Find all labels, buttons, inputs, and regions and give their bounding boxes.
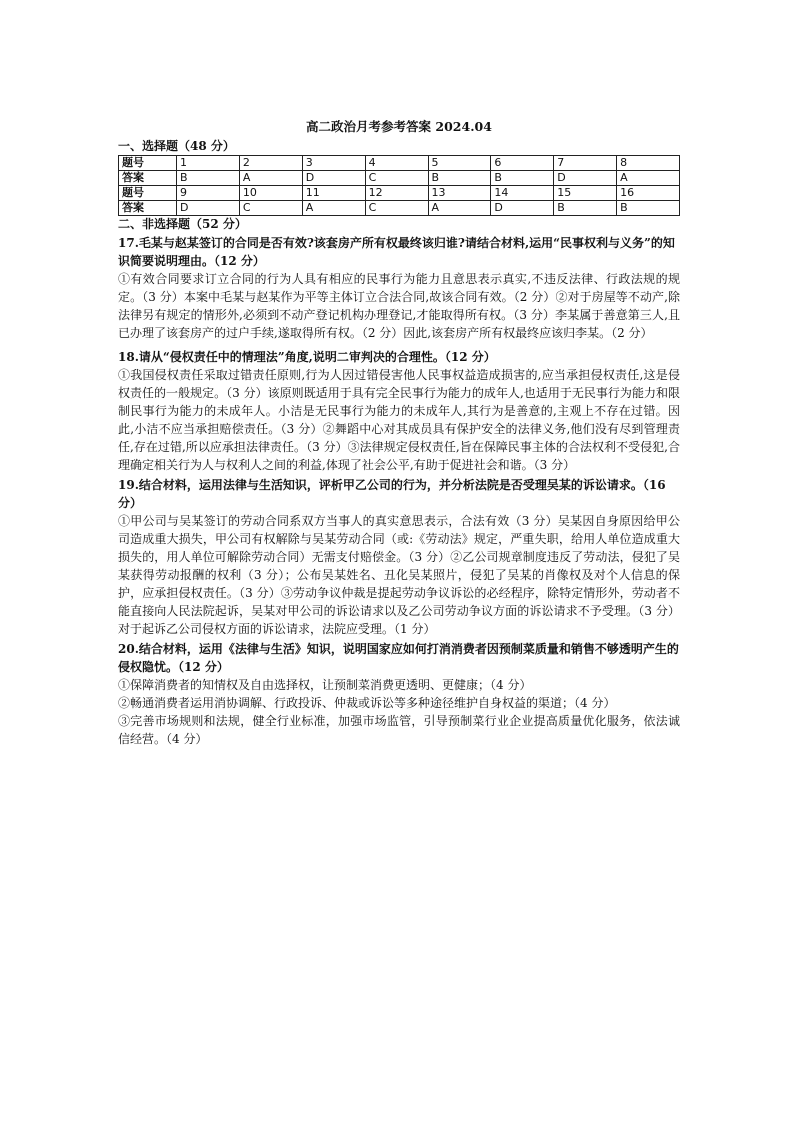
row-label: 答案 — [119, 171, 177, 186]
section-essay-heading: 二、非选择题（52 分） — [118, 217, 247, 231]
row-label: 答案 — [119, 201, 177, 216]
table-cell: C — [365, 201, 428, 216]
table-row — [119, 186, 680, 201]
question-block — [118, 640, 680, 748]
answer-sheet — [118, 118, 680, 748]
question-block — [118, 476, 680, 638]
answer-text: ①保障消费者的知情权及自由选择权，让预制菜消费更透明、更健康；（4 分） — [118, 678, 532, 692]
table-cell: C — [365, 171, 428, 186]
table-cell: D — [491, 201, 554, 216]
page-title: 高二政治月考参考答案 2024.04 — [306, 119, 492, 134]
question-text: 20.结合材料，运用《法律与生活》知识，说明国家应如何打消消费者因预制菜质量和销售不够透明产生的侵权隐忧。（12 分） — [118, 642, 679, 674]
table-cell: 8 — [617, 156, 680, 171]
table-cell: 1 — [177, 156, 240, 171]
table-cell: A — [302, 201, 365, 216]
question-block — [118, 348, 680, 474]
row-label: 题号 — [119, 186, 177, 201]
table-row — [119, 171, 680, 186]
table-row — [119, 201, 680, 216]
table-cell: A — [239, 171, 302, 186]
table-cell: B — [177, 171, 240, 186]
table-cell: C — [239, 201, 302, 216]
table-cell: 12 — [365, 186, 428, 201]
table-cell: 7 — [554, 156, 617, 171]
answer-text: ③完善市场规则和法规，健全行业标准，加强市场监管，引导预制菜行业企业提高质量优化服务，依法诚信经营。（4 分） — [118, 714, 680, 746]
table-cell: 14 — [491, 186, 554, 201]
question-block — [118, 234, 680, 342]
table-cell: B — [617, 201, 680, 216]
table-cell: 6 — [491, 156, 554, 171]
answer-text: ②畅通消费者运用消协调解、行政投诉、仲裁或诉讼等多种途径维护自身权益的渠道；（4 分） — [118, 696, 616, 710]
table-cell: 10 — [239, 186, 302, 201]
table-cell: 3 — [302, 156, 365, 171]
question-text: 19.结合材料，运用法律与生活知识，评析甲乙公司的行为，并分析法院是否受理吴某的诉讼请求。（16 分） — [118, 478, 666, 510]
section-choice-heading: 一、选择题（48 分） — [118, 139, 235, 153]
row-label: 题号 — [119, 156, 177, 171]
table-cell: 5 — [428, 156, 491, 171]
question-text: 17.毛某与赵某签订的合同是否有效?该套房产所有权最终该归谁?请结合材料,运用“民事权利与义务”的知识简要说明理由。（12 分） — [118, 236, 675, 268]
table-cell: 16 — [617, 186, 680, 201]
table-cell: 4 — [365, 156, 428, 171]
essay-questions — [118, 234, 680, 748]
table-cell: 13 — [428, 186, 491, 201]
question-text: 18.请从“侵权责任中的情理法”角度,说明二审判决的合理性。（12 分） — [118, 350, 496, 364]
table-cell: 15 — [554, 186, 617, 201]
table-cell: D — [302, 171, 365, 186]
table-cell: A — [617, 171, 680, 186]
table-cell: D — [554, 171, 617, 186]
table-cell: 9 — [177, 186, 240, 201]
table-cell: A — [428, 201, 491, 216]
table-cell: 11 — [302, 186, 365, 201]
answer-text: ①我国侵权责任采取过错责任原则,行为人因过错侵害他人民事权益造成损害的,应当承担侵权责任,这是侵权责任的一般规定。（3 分）该原则既适用于具有完全民事行为能力的成年人,也适用于无民事行为能力和限制民事行为能力的未成年人。小洁是无民事行为能力的未成年人,其行为是善意的,主观上不存在过错。因此,小洁不应当承担赔偿责任。（3 分）②舞蹈中心对其成员具有保护安全的法律义务,他们没有尽到管理责任,存在过错,所以应承担法律责任。（3 分）③法律规定侵权责任,旨在保障民事主体的合法权利不受侵犯,合理确定相关行为人与权利人之间的利益,体现了社会公平,有助于促进社会和谐。（3 分） — [118, 368, 680, 472]
table-cell: B — [491, 171, 554, 186]
answer-text: ①甲公司与吴某签订的劳动合同系双方当事人的真实意思表示，合法有效（3 分）吴某因自身原因给甲公司造成重大损失，甲公司有权解除与吴某劳动合同（或:《劳动法》规定，严重失职，给用人单位造成重大损失的，用人单位可解除劳动合同）无需支付赔偿金。（3 分）②乙公司规章制度违反了劳动法，侵犯了吴某获得劳动报酬的权利（3 分）；公布吴某姓名、丑化吴某照片，侵犯了吴某的肖像权及对个人信息的保护，应承担侵权责任。（3 分）③劳动争议仲裁是提起劳动争议诉讼的必经程序，除特定情形外，劳动者不能直接向人民法院起诉，吴某对甲公司的诉讼请求以及乙公司劳动争议方面的诉讼请求不予受理。（3 分）对于起诉乙公司侵权方面的诉讼请求，法院应受理。（1 分） — [118, 514, 680, 636]
table-cell: D — [177, 201, 240, 216]
answer-text: ①有效合同要求订立合同的行为人具有相应的民事行为能力且意思表示真实,不违反法律、行政法规的规定。（3 分）本案中毛某与赵某作为平等主体订立合法合同,故该合同有效。（2 分）②对于房屋等不动产,除法律另有规定的情形外,必须到不动产登记机构办理登记,才能取得所有权。（3 分）李某属于善意第三人,且已办理了该套房产的过户手续,遂取得所有权。（2 分）因此,该套房产所有权最终应该归李某。（2 分） — [118, 272, 680, 340]
table-row — [119, 156, 680, 171]
table-cell: 2 — [239, 156, 302, 171]
table-cell: B — [428, 171, 491, 186]
table-cell: B — [554, 201, 617, 216]
answer-table — [118, 155, 680, 216]
